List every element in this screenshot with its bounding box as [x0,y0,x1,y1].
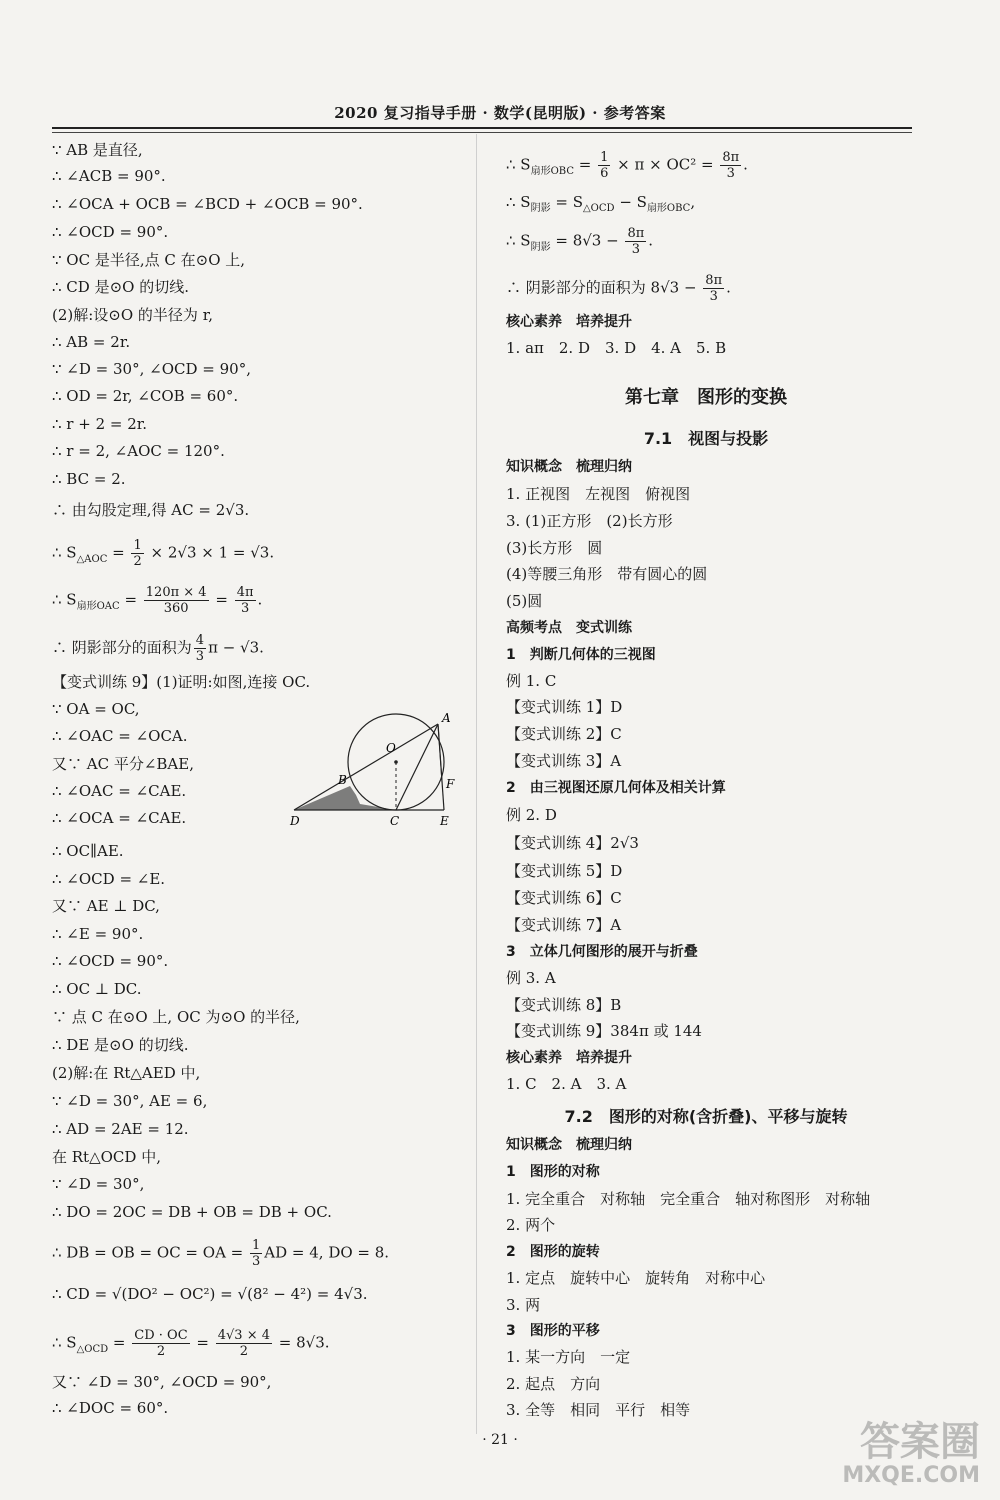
topic-heading: 2 由三视图还原几何体及相关计算 [506,780,726,796]
section-title: 7.1 视图与投影 [643,429,769,448]
text-line: ∵ ∠D = 30°, [52,1175,145,1193]
section-heading: 高频考点 变式训练 [506,620,632,636]
text-line: ∴ ∠E = 90°. [52,925,144,943]
fraction: $\frac{120\pi \times 4}{360}$ [145,585,207,616]
formula-line: ∴ 阴影部分的面积为 $\frac{4}{3}$ π − √3. [52,633,264,664]
formula-line: ∴ 阴影部分的面积为 8√3 − $\frac{8\pi}{3}$ . [506,273,731,304]
topic-heading: 3 立体几何图形的展开与折叠 [506,944,698,960]
fraction: $\frac{1}{6}$ [600,150,609,181]
geometry-figure [286,700,466,830]
text-line: 又∵ AE ⊥ DC, [52,897,160,915]
answer-line: 2. 两个 [506,1216,556,1234]
answer-line: 【变式训练 5】D [506,862,623,880]
label-d: D [290,814,300,828]
text-line: ∴ BC = 2. [52,470,126,488]
fraction: $\frac{4√3 \times 4}{2}$ [217,1328,271,1359]
text-line: ∴ 由勾股定理,得 AC = 2√3. [52,501,250,519]
chapter-title: 第七章 图形的变换 [625,387,787,408]
label-e: E [440,814,449,828]
fraction: $\frac{1}{2}$ [133,538,142,569]
text-line: ∴ ∠OCD = ∠E. [52,870,166,888]
section-heading: 核心素养 培养提升 [506,1050,632,1066]
answer-line: 【变式训练 1】D [506,698,623,716]
text-line: ∴ ∠OAC = ∠OCA. [52,727,188,745]
fraction: $\frac{4\pi}{3}$ [236,585,254,616]
text-line: ∵ OA = OC, [52,700,140,718]
text-line: 【变式训练 9】(1)证明:如图,连接 OC. [52,673,311,691]
text-line: ∴ AB = 2r. [52,333,131,351]
shaded-region [294,786,396,810]
label-b: B [338,773,347,787]
text-line: ∴ ∠OAC = ∠CAE. [52,782,187,800]
label-f: F [446,777,455,791]
answer-line: 2. 起点 方向 [506,1375,601,1393]
label-o: O [386,741,396,755]
answer-line: 【变式训练 7】A [506,916,622,934]
text-line: ∴ ∠ACB = 90°. [52,167,166,185]
text-line: ∴ ∠OCD = 90°. [52,952,169,970]
formula-line: ∴ $S_{扇形OAC}$ = $\frac{120\pi \times 4}{360}$ = $\frac{4\pi}{3}$ . [52,585,263,616]
text-line: ∴ ∠OCA = ∠CAE. [52,809,187,827]
answer-line: 3. 全等 相同 平行 相等 [506,1401,691,1419]
answer-line: 1. 某一方向 一定 [506,1348,631,1366]
column-divider [476,134,477,1434]
text-line: ∴ OC∥AE. [52,842,124,860]
formula-line: ∴ $S_{扇形OBC}$ = $\frac{1}{6}$ × π × OC² = $\frac{8\pi}{3}$ . [506,150,748,181]
topic-heading: 1 判断几何体的三视图 [506,647,656,663]
answer-line: 【变式训练 3】A [506,752,622,770]
formula-line: ∴ $S_{阴影} = S_{\triangle OCD} - S_{扇形OBC}$, [506,193,696,214]
formula-line: ∴ $S_{阴影} = 8√3$ − $\frac{8\pi}{3}$ . [506,226,654,257]
text-line: (2)解:设⊙O 的半径为 r, [52,306,213,324]
answer-line: 例 3. A [506,969,556,987]
text-line: 在 Rt△OCD 中, [52,1148,161,1166]
answer-line: 1. 正视图 左视图 俯视图 [506,485,691,503]
text-line: 又∵ ∠D = 30°, ∠OCD = 90°, [52,1373,272,1391]
page-number: · 21 · [482,1432,518,1448]
formula-line: ∴ $S_{\triangle OCD}$ = $\frac{CD \cdot OC}{2}$ = $\frac{4√3 \times 4}{2}$ = 8√3. [52,1328,330,1359]
text-line: ∵ AB 是直径, [52,141,143,159]
answer-line: 【变式训练 9】384π 或 144 [506,1022,702,1040]
header-rule-thin [52,132,912,133]
header-rule [52,127,912,129]
text-line: ∴ CD = √(DO² − OC²) = √(8² − 4²) = 4√3. [52,1285,368,1303]
text-line: ∵ 点 C 在⊙O 上, OC 为⊙O 的半径, [52,1008,300,1026]
topic-heading: 1 图形的对称 [506,1164,600,1180]
section-heading: 知识概念 梳理归纳 [506,459,632,475]
answer-line: 3. (1)正方形 (2)长方形 [506,512,673,530]
label-a: A [442,711,451,725]
answer-line: (3)长方形 圆 [506,539,603,557]
fraction: $\frac{8\pi}{3}$ [722,150,740,181]
text-line: (2)解:在 Rt△AED 中, [52,1064,201,1082]
text-line: ∴ DE 是⊙O 的切线. [52,1036,189,1054]
answer-line: 1. C 2. A 3. A [506,1075,627,1093]
text-line: ∴ ∠OCD = 90°. [52,223,169,241]
formula-line: ∴ DB = OB = OC = OA = $\frac{1}{3}$ AD = 4, DO = 8. [52,1238,390,1269]
answer-line: (5)圆 [506,592,543,610]
fraction: $\frac{8\pi}{3}$ [705,273,723,304]
text-line: ∴ CD 是⊙O 的切线. [52,278,189,296]
fraction: $\frac{8\pi}{3}$ [627,226,645,257]
answer-line: 例 2. D [506,806,557,824]
answer-line: 【变式训练 4】2√3 [506,834,639,852]
text-line: ∵ ∠D = 30°, AE = 6, [52,1092,208,1110]
topic-heading: 2 图形的旋转 [506,1244,600,1260]
answer-line: 1. 定点 旋转中心 旋转角 对称中心 [506,1269,766,1287]
answer-line: 1. 完全重合 对称轴 完全重合 轴对称图形 对称轴 [506,1190,871,1208]
watermark-logo: 答案圈 MXQE.COM [842,1419,980,1488]
text-line: ∵ ∠D = 30°, ∠OCD = 90°, [52,360,251,378]
text-line: ∵ OC 是半径,点 C 在⊙O 上, [52,251,246,269]
fraction: $\frac{CD \cdot OC}{2}$ [134,1328,188,1359]
answer-line: 例 1. C [506,672,557,690]
fraction: $\frac{1}{3}$ [252,1238,261,1269]
section-heading: 知识概念 梳理归纳 [506,1137,632,1153]
fraction: $\frac{4}{3}$ [195,633,205,664]
line-af [438,724,442,782]
answer-line: 3. 两 [506,1296,541,1314]
text-line: 又∵ AC 平分∠BAE, [52,755,194,773]
section-heading: 核心素养 培养提升 [506,314,632,330]
label-c: C [390,814,400,828]
text-line: ∴ ∠OCA + OCB = ∠BCD + ∠OCB = 90°. [52,195,363,213]
topic-heading: 3 图形的平移 [506,1323,600,1339]
answer-line: 【变式训练 6】C [506,889,622,907]
formula-line: ∴ $S_{\triangle AOC}$ = $\frac{1}{2}$ × 2√3 × 1 = √3. [52,538,275,569]
text-line: ∴ OD = 2r, ∠COB = 60°. [52,387,239,405]
text-line: ∴ OC ⊥ DC. [52,980,142,998]
answer-line: 【变式训练 8】B [506,996,622,1014]
point-o [394,760,398,764]
answer-line: (4)等腰三角形 带有圆心的圆 [506,565,708,583]
text-line: ∴ DO = 2OC = DB + OB = DB + OC. [52,1203,332,1221]
answer-line: 【变式训练 2】C [506,725,622,743]
text-line: ∴ r = 2, ∠AOC = 120°. [52,442,225,460]
text-line: ∴ r + 2 = 2r. [52,415,148,433]
text-line: ∴ ∠DOC = 60°. [52,1399,169,1417]
answer-line: 1. aπ 2. D 3. D 4. A 5. B [506,339,727,357]
page-header: 2020 复习指导手册 · 数学(昆明版) · 参考答案 [334,104,666,122]
section-title: 7.2 图形的对称(含折叠)、平移与旋转 [564,1107,848,1126]
text-line: ∴ AD = 2AE = 12. [52,1120,189,1138]
